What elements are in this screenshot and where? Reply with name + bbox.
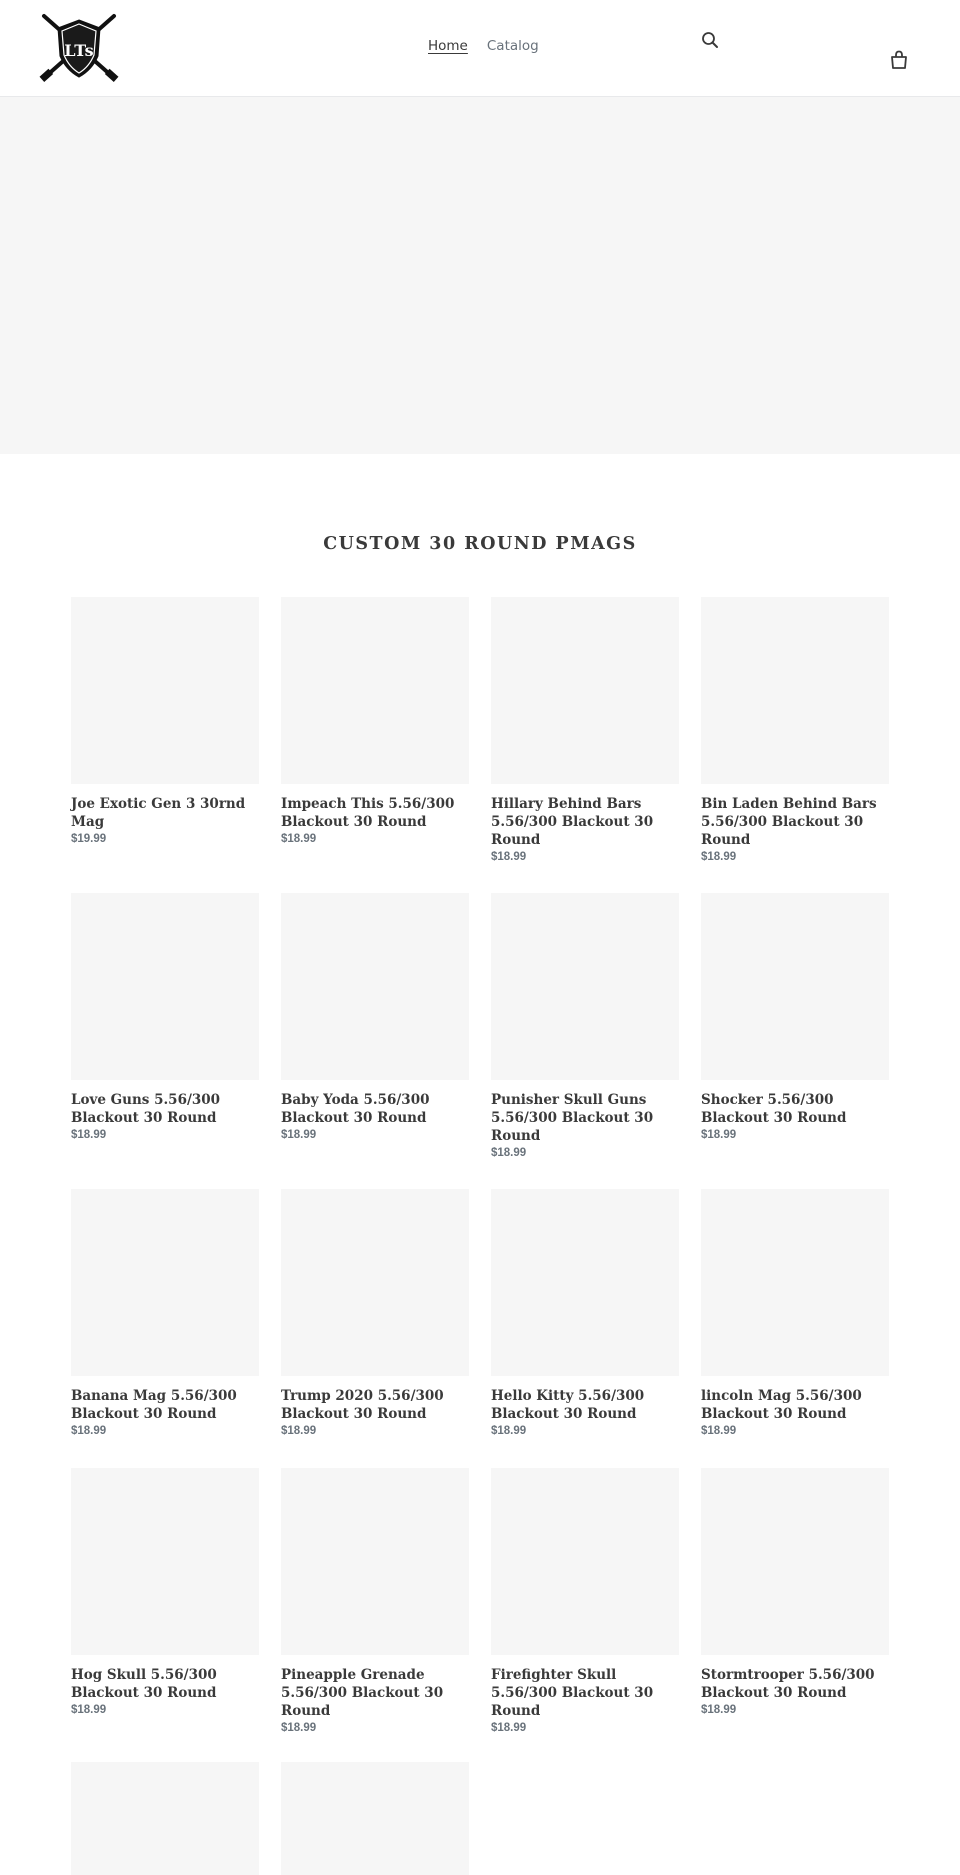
product-card[interactable] <box>281 597 469 845</box>
nav-catalog[interactable]: Catalog <box>486 38 539 54</box>
product-price: $18.99 <box>701 1425 737 1437</box>
product-card[interactable] <box>71 893 259 1141</box>
product-card[interactable] <box>491 1468 679 1734</box>
product-image-placeholder <box>701 893 889 1080</box>
product-title: Hillary Behind Bars 5.56/300 Blackout 30 Round <box>491 796 654 848</box>
search-button[interactable] <box>700 30 722 52</box>
product-title: Bin Laden Behind Bars 5.56/300 Blackout 30 Round <box>701 796 877 848</box>
main-nav <box>428 38 539 54</box>
product-price: $19.99 <box>71 833 107 845</box>
product-card[interactable] <box>701 597 889 863</box>
product-image-placeholder <box>281 597 469 784</box>
product-card[interactable] <box>281 893 469 1141</box>
product-card[interactable] <box>491 1189 679 1437</box>
product-title: Baby Yoda 5.56/300 Blackout 30 Round <box>281 1092 430 1126</box>
product-card[interactable] <box>281 1468 469 1734</box>
product-title: Banana Mag 5.56/300 Blackout 30 Round <box>71 1388 237 1422</box>
product-price: $18.99 <box>281 1425 317 1437</box>
product-image-placeholder <box>71 597 259 784</box>
product-price: $18.99 <box>71 1425 107 1437</box>
product-price: $18.99 <box>71 1704 107 1716</box>
logo-text: LTs <box>64 41 94 60</box>
product-price: $18.99 <box>701 851 737 863</box>
product-price: $18.99 <box>491 1722 527 1734</box>
product-image-placeholder <box>491 893 679 1080</box>
product-image-placeholder <box>281 893 469 1080</box>
product-title: Love Guns 5.56/300 Blackout 30 Round <box>71 1092 221 1126</box>
product-card[interactable] <box>491 597 679 863</box>
product-price: $18.99 <box>491 851 527 863</box>
product-price: $18.99 <box>281 1722 317 1734</box>
product-image-placeholder <box>701 1189 889 1376</box>
site-header <box>0 0 960 97</box>
product-image-placeholder <box>491 1189 679 1376</box>
product-title: Firefighter Skull 5.56/300 Blackout 30 Round <box>491 1667 654 1719</box>
product-image-placeholder <box>281 1468 469 1655</box>
product-card[interactable] <box>71 1762 259 1875</box>
search-icon <box>700 30 722 52</box>
cart-button[interactable] <box>888 49 910 71</box>
product-title: Joe Exotic Gen 3 30rnd Mag <box>71 796 246 830</box>
hero-banner-placeholder <box>0 97 960 454</box>
product-price: $18.99 <box>491 1425 527 1437</box>
product-card[interactable] <box>701 1189 889 1437</box>
cart-icon <box>888 49 910 71</box>
product-image-placeholder <box>71 1189 259 1376</box>
product-card[interactable] <box>491 893 679 1159</box>
product-image-placeholder <box>491 1468 679 1655</box>
product-image-placeholder <box>281 1189 469 1376</box>
product-title: Hog Skull 5.56/300 Blackout 30 Round <box>71 1667 217 1701</box>
product-image-placeholder <box>701 597 889 784</box>
product-title: Trump 2020 5.56/300 Blackout 30 Round <box>281 1388 444 1422</box>
logo-shield-icon <box>38 12 120 84</box>
product-price: $18.99 <box>491 1147 527 1159</box>
product-title: Shocker 5.56/300 Blackout 30 Round <box>701 1092 847 1126</box>
product-image-placeholder <box>701 1468 889 1655</box>
product-title: lincoln Mag 5.56/300 Blackout 30 Round <box>701 1388 862 1422</box>
product-title: Stormtrooper 5.56/300 Blackout 30 Round <box>701 1667 875 1701</box>
product-image-placeholder <box>491 597 679 784</box>
product-card[interactable] <box>701 1468 889 1716</box>
product-image-placeholder <box>71 1762 259 1875</box>
store-logo[interactable] <box>38 12 120 84</box>
product-card[interactable] <box>71 1468 259 1716</box>
product-card[interactable] <box>71 1189 259 1437</box>
product-title: Hello Kitty 5.56/300 Blackout 30 Round <box>491 1388 645 1422</box>
product-price: $18.99 <box>281 833 317 845</box>
product-image-placeholder <box>71 893 259 1080</box>
collection-title: CUSTOM 30 ROUND PMAGS <box>323 534 637 554</box>
product-card[interactable] <box>281 1762 469 1875</box>
product-card[interactable] <box>701 893 889 1141</box>
product-price: $18.99 <box>71 1129 107 1141</box>
product-title: Punisher Skull Guns 5.56/300 Blackout 30 Round <box>491 1092 654 1144</box>
product-price: $18.99 <box>281 1129 317 1141</box>
product-card[interactable] <box>71 597 259 845</box>
product-card[interactable] <box>281 1189 469 1437</box>
product-price: $18.99 <box>701 1129 737 1141</box>
nav-home[interactable]: Home <box>428 38 468 54</box>
product-price: $18.99 <box>701 1704 737 1716</box>
product-image-placeholder <box>281 1762 469 1875</box>
product-title: Pineapple Grenade 5.56/300 Blackout 30 Round <box>281 1667 444 1719</box>
product-title: Impeach This 5.56/300 Blackout 30 Round <box>281 796 455 830</box>
product-image-placeholder <box>71 1468 259 1655</box>
